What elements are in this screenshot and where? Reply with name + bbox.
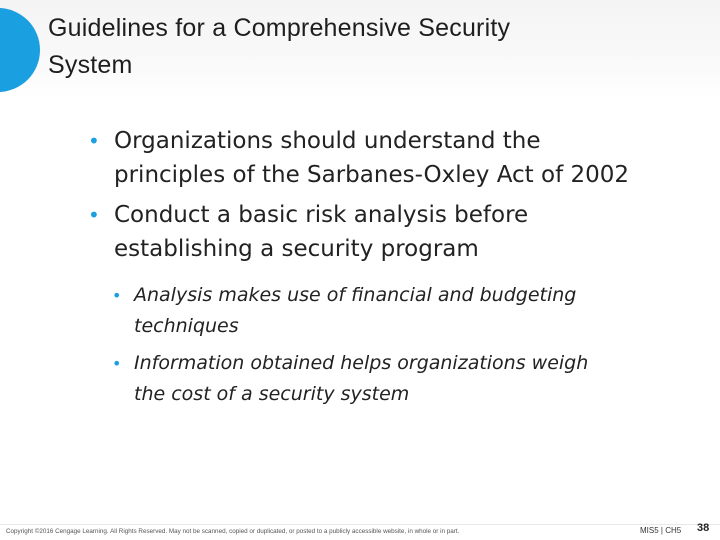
sub-bullet-text-line: the cost of a security system [134,383,410,405]
copyright-notice: Copyright ©2016 Cengage Learning. All Rights Reserved. May not be scanned, copied or duplicated, or posted to a publicly accessible website, in whole or in part. [6,528,460,535]
sub-bullet-list [112,280,698,410]
bullet-item [88,124,698,192]
bullet-text-line: establishing a security program [114,236,479,262]
page-number: 38 [697,522,710,534]
footer-divider [0,524,720,525]
slide-title-line: System [48,51,133,79]
slide-title-line: Guidelines for a Comprehensive Security [48,14,511,42]
sub-bullet-text-line: Analysis makes use of financial and budgeting [134,284,577,306]
sub-bullet-dot-icon: • [112,286,122,305]
bullet-text-line: Conduct a basic risk analysis before [114,202,529,228]
sub-bullet-item [112,280,698,342]
sub-bullet-dot-icon: • [112,354,122,373]
bullet-item [88,198,698,266]
course-chapter-label: MIS5 | CH5 [640,526,682,535]
bullet-text-line: principles of the Sarbanes-Oxley Act of 2002 [114,162,630,188]
bullet-dot-icon: • [88,203,100,227]
bullet-dot-icon: • [88,129,100,153]
slide-content [88,124,698,416]
sub-bullet-item [112,348,698,410]
slide-title [48,10,668,84]
sub-bullet-text-line: Information obtained helps organizations weigh [134,352,589,374]
bullet-text-line: Organizations should understand the [114,128,541,154]
sub-bullet-text-line: techniques [134,315,239,337]
